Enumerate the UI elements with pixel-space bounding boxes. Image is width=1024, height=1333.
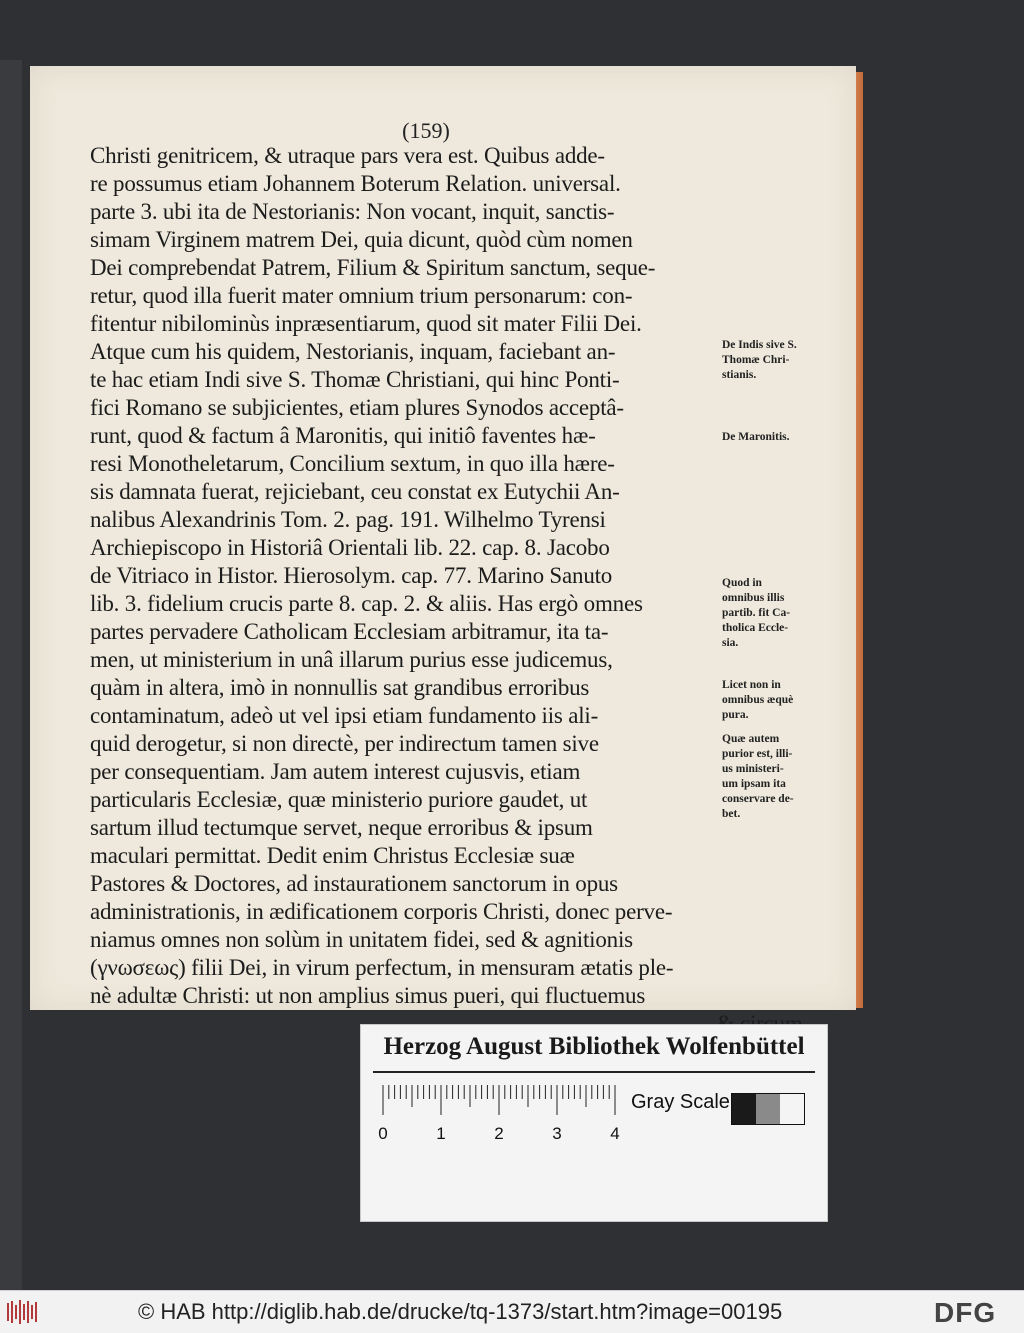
text-line: fici Romano se subjicientes, etiam plures Synodos acceptâ-: [90, 395, 624, 420]
text-line: maculari permittat. Dedit enim Christus Ecclesiæ suæ: [90, 843, 575, 868]
margin-note-line: us ministeri-: [722, 763, 784, 775]
adjacent-page-strip: [0, 60, 22, 1290]
text-line: nè adultæ Christi: ut non amplius simus pueri, qui fluctuemus: [90, 983, 646, 1008]
margin-note-line: sia.: [722, 637, 739, 649]
text-line: Dei comprebendat Patrem, Filium & Spiritum sanctum, seque-: [90, 255, 656, 280]
text-line: (γνωσεως) filii Dei, in virum perfectum, in mensuram ætatis ple-: [90, 955, 674, 980]
text-line: fitentur nibilominùs inpræsentiarum, quod sit mater Filii Dei.: [90, 311, 642, 336]
text-line: per consequentiam. Jam autem interest cujusvis, etiam: [90, 759, 581, 784]
gray-scale-swatches: [731, 1093, 805, 1125]
text-line: quid derogetur, si non directè, per indirectum tamen sive: [90, 731, 599, 756]
margin-note-line: stianis.: [722, 369, 757, 381]
margin-note-line: Quæ autem: [722, 733, 780, 745]
text-line: re possumus etiam Johannem Boterum Relation. universal.: [90, 171, 621, 196]
margin-note-purior: [722, 732, 847, 822]
text-line: niamus omnes non solùm in unitatem fidei, sed & agnitionis: [90, 927, 633, 952]
text-line: quàm in altera, imò in nonnullis sat grandibus erroribus: [90, 675, 590, 700]
margin-note-line: bet.: [722, 808, 741, 820]
text-line: retur, quod illa fuerit mater omnium trium personarum: con-: [90, 283, 633, 308]
divider: [373, 1071, 815, 1073]
text-line: partes pervadere Catholicam Ecclesiam arbitramur, ita ta-: [90, 619, 609, 644]
margin-note-line: De Indis sive S.: [722, 339, 797, 351]
page-number: (159): [402, 118, 450, 143]
text-line: men, ut ministerium in unâ illarum purius esse judicemus,: [90, 647, 613, 672]
gray-swatch-light: [780, 1094, 804, 1124]
page-body-text: [90, 142, 810, 1038]
ruler-number: 3: [552, 1124, 562, 1143]
text-line: simam Virginem matrem Dei, quia dicunt, quòd cùm nomen: [90, 227, 633, 252]
library-name: Herzog August Bibliothek Wolfenbüttel: [383, 1033, 805, 1060]
text-line: contaminatum, adeò ut vel ipsi etiam fundamento iis ali-: [90, 703, 599, 728]
text-line: Atque cum his quidem, Nestorianis, inquam, faciebant an-: [90, 339, 616, 364]
hab-barcode-logo-icon: [6, 1299, 40, 1325]
text-line: administrationis, in ædificationem corporis Christi, donec perve-: [90, 899, 673, 924]
margin-note-line: omnibus illis: [722, 592, 785, 604]
text-line: nalibus Alexandrinis Tom. 2. pag. 191. Wilhelmo Tyrensi: [90, 507, 606, 532]
text-line: Pastores & Doctores, ad instaurationem sanctorum in opus: [90, 871, 618, 896]
margin-note-catholica: [722, 576, 847, 651]
gray-swatch-mid: [756, 1094, 780, 1124]
text-line: particularis Ecclesiæ, quæ ministerio puriore gaudet, ut: [90, 787, 588, 812]
measurement-ruler: [378, 1083, 623, 1143]
gray-swatch-dark: [732, 1094, 756, 1124]
margin-note-line: Licet non in: [722, 679, 781, 691]
margin-note-line: omnibus æquè: [722, 694, 794, 706]
text-line: lib. 3. fidelium crucis parte 8. cap. 2. & aliis. Has ergò omnes: [90, 591, 643, 616]
gray-scale-label: Gray Scale: [631, 1091, 730, 1113]
ruler-number: 2: [494, 1124, 504, 1143]
margin-note-line: conservare de-: [722, 793, 794, 805]
margin-note-line: tholica Eccle-: [722, 622, 789, 634]
copyright-url[interactable]: © HAB http://diglib.hab.de/drucke/tq-1373/start.htm?image=00195: [138, 1299, 783, 1324]
ruler-number: 4: [610, 1124, 620, 1143]
margin-note-licet: [722, 678, 847, 723]
margin-note-line: De Maronitis.: [722, 431, 790, 443]
text-line: Christi genitricem, & utraque pars vera est. Quibus adde-: [90, 143, 605, 168]
text-line: te hac etiam Indi sive S. Thomæ Christiani, qui hinc Ponti-: [90, 367, 620, 392]
text-line: resi Monotheletarum, Concilium sextum, in quo illa hære-: [90, 451, 615, 476]
text-line: runt, quod & factum â Maronitis, qui initiô faventes hæ-: [90, 423, 596, 448]
text-line: de Vitriaco in Histor. Hierosolym. cap. 77. Marino Sanuto: [90, 563, 613, 588]
color-reference-card: [360, 1024, 828, 1222]
book-page: [30, 66, 856, 1010]
margin-note-line: um ipsam ita: [722, 778, 786, 790]
footer-bar: [0, 1290, 1024, 1333]
margin-note-line: partib. fit Ca-: [722, 607, 791, 619]
ruler-number: 1: [436, 1124, 446, 1143]
margin-note-line: Thomæ Chri-: [722, 354, 790, 366]
margin-note-maronitae: [722, 430, 847, 445]
text-line: sis damnata fuerat, rejiciebant, ceu constat ex Eutychii An-: [90, 479, 620, 504]
margin-note-line: pura.: [722, 709, 749, 721]
margin-note-line: purior est, illi-: [722, 748, 793, 760]
text-line: parte 3. ubi ita de Nestorianis: Non vocant, inquit, sanctis-: [90, 199, 615, 224]
margin-note-indi: [722, 338, 847, 383]
text-line: sartum illud tectumque servet, neque erroribus & ipsum: [90, 815, 593, 840]
margin-note-line: Quod in: [722, 577, 762, 589]
text-line: Archiepiscopo in Historiâ Orientali lib. 22. cap. 8. Jacobo: [90, 535, 610, 560]
dfg-logo: DFG: [934, 1297, 997, 1328]
ruler-number: 0: [378, 1124, 388, 1143]
